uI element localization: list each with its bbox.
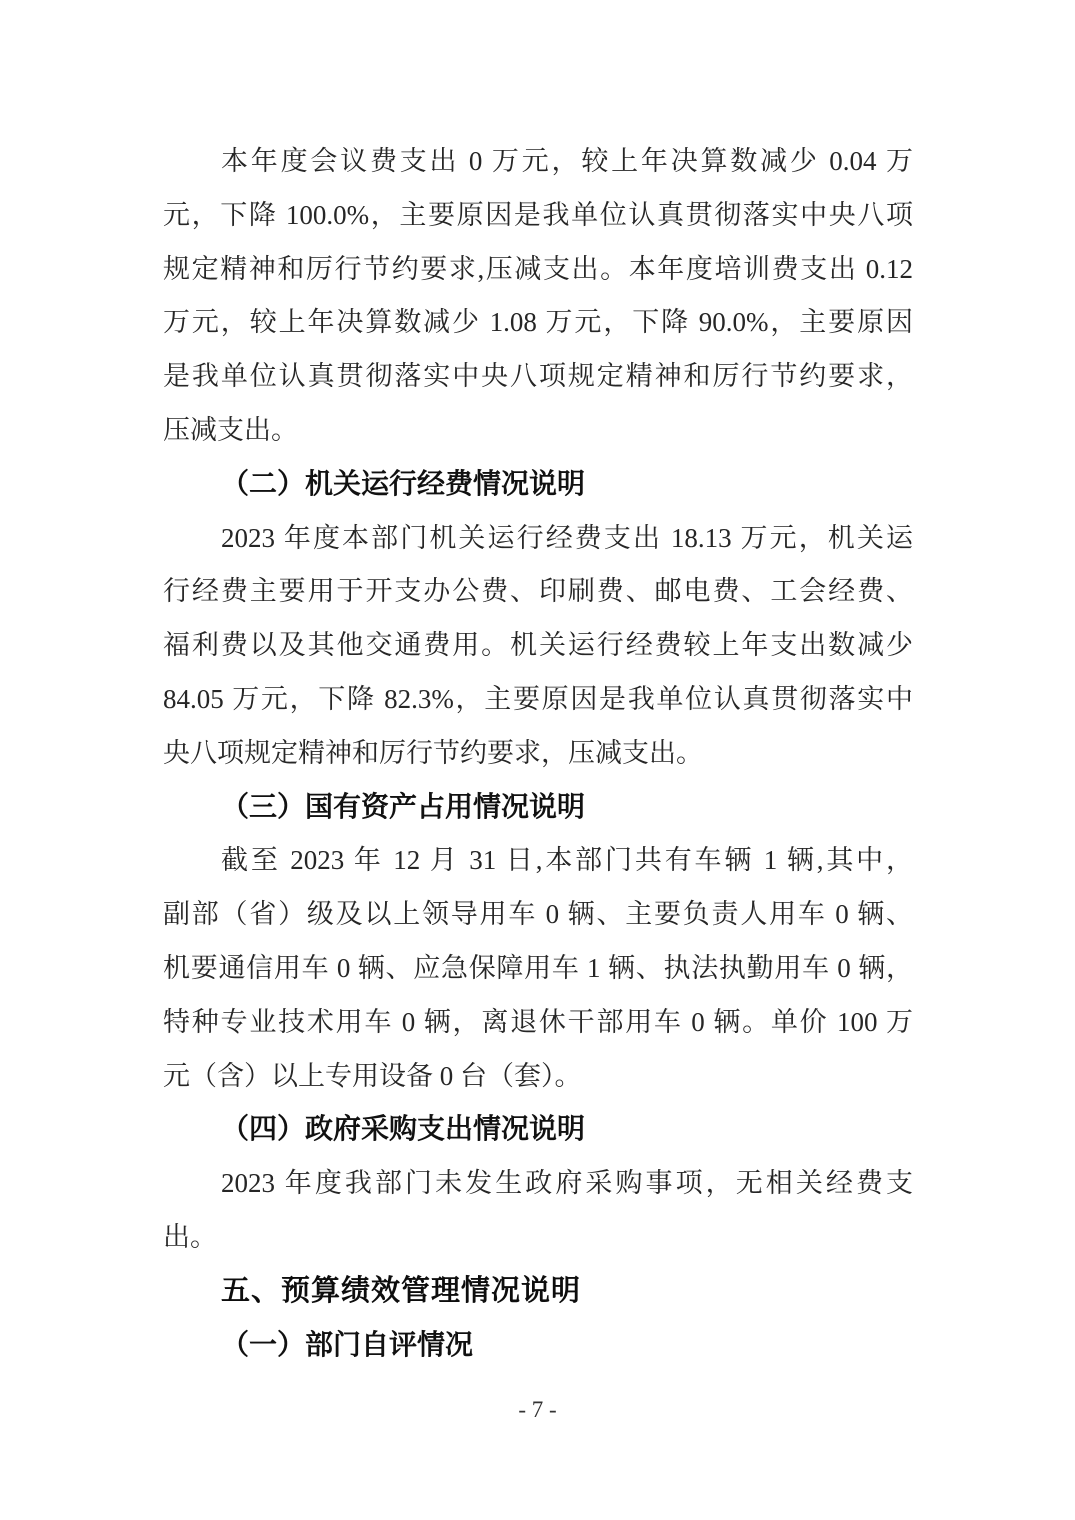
paragraph-line: 福利费以及其他交通费用。机关运行经费较上年支出数减少 — [163, 630, 913, 661]
subsection-heading-2: （二）机关运行经费情况说明 — [221, 468, 586, 500]
paragraph-line: 出。 — [163, 1221, 217, 1252]
paragraph-line: 是我单位认真贯彻落实中央八项规定精神和厉行节约要求， — [163, 361, 913, 392]
paragraph-line: 央八项规定精神和厉行节约要求，压减支出。 — [163, 737, 703, 768]
paragraph-line: 截至 2023 年 12 月 31 日,本部门共有车辆 1 辆,其中， — [221, 845, 913, 876]
subsection-heading-1: （一）部门自评情况 — [221, 1329, 474, 1361]
paragraph-line: 84.05 万元，下降 82.3%，主要原因是我单位认真贯彻落实中 — [163, 683, 913, 714]
paragraph-line: 2023 年度我部门未发生政府采购事项，无相关经费支 — [221, 1168, 913, 1199]
paragraph-line: 规定精神和厉行节约要求,压减支出。本年度培训费支出 0.12 — [163, 253, 913, 284]
paragraph-line: 2023 年度本部门机关运行经费支出 18.13 万元，机关运 — [221, 522, 913, 553]
document-body — [163, 135, 913, 1372]
subsection-heading-4: （四）政府采购支出情况说明 — [221, 1114, 586, 1146]
paragraph-line: 万元，较上年决算数减少 1.08 万元，下降 90.0%，主要原因 — [163, 307, 913, 338]
paragraph-line: 行经费主要用于开支办公费、印刷费、邮电费、工会经费、 — [163, 576, 913, 607]
paragraph-line: 特种专业技术用车 0 辆，离退休干部用车 0 辆。单价 100 万 — [163, 1006, 913, 1037]
paragraph-line: 机要通信用车 0 辆、应急保障用车 1 辆、执法执勤用车 0 辆， — [163, 952, 913, 983]
paragraph-line: 元（含）以上专用设备 0 台（套）。 — [163, 1060, 582, 1091]
subsection-heading-3: （三）国有资产占用情况说明 — [221, 791, 586, 823]
paragraph-line: 本年度会议费支出 0 万元，较上年决算数减少 0.04 万 — [221, 146, 913, 176]
paragraph-line: 副部（省）级及以上领导用车 0 辆、主要负责人用车 0 辆、 — [163, 899, 913, 930]
page-number: - 7 - — [518, 1397, 557, 1422]
paragraph-line: 元，下降 100.0%，主要原因是我单位认真贯彻落实中央八项 — [163, 199, 913, 230]
paragraph-line: 压减支出。 — [163, 414, 298, 445]
section-heading-5: 五、预算绩效管理情况说明 — [221, 1274, 582, 1307]
